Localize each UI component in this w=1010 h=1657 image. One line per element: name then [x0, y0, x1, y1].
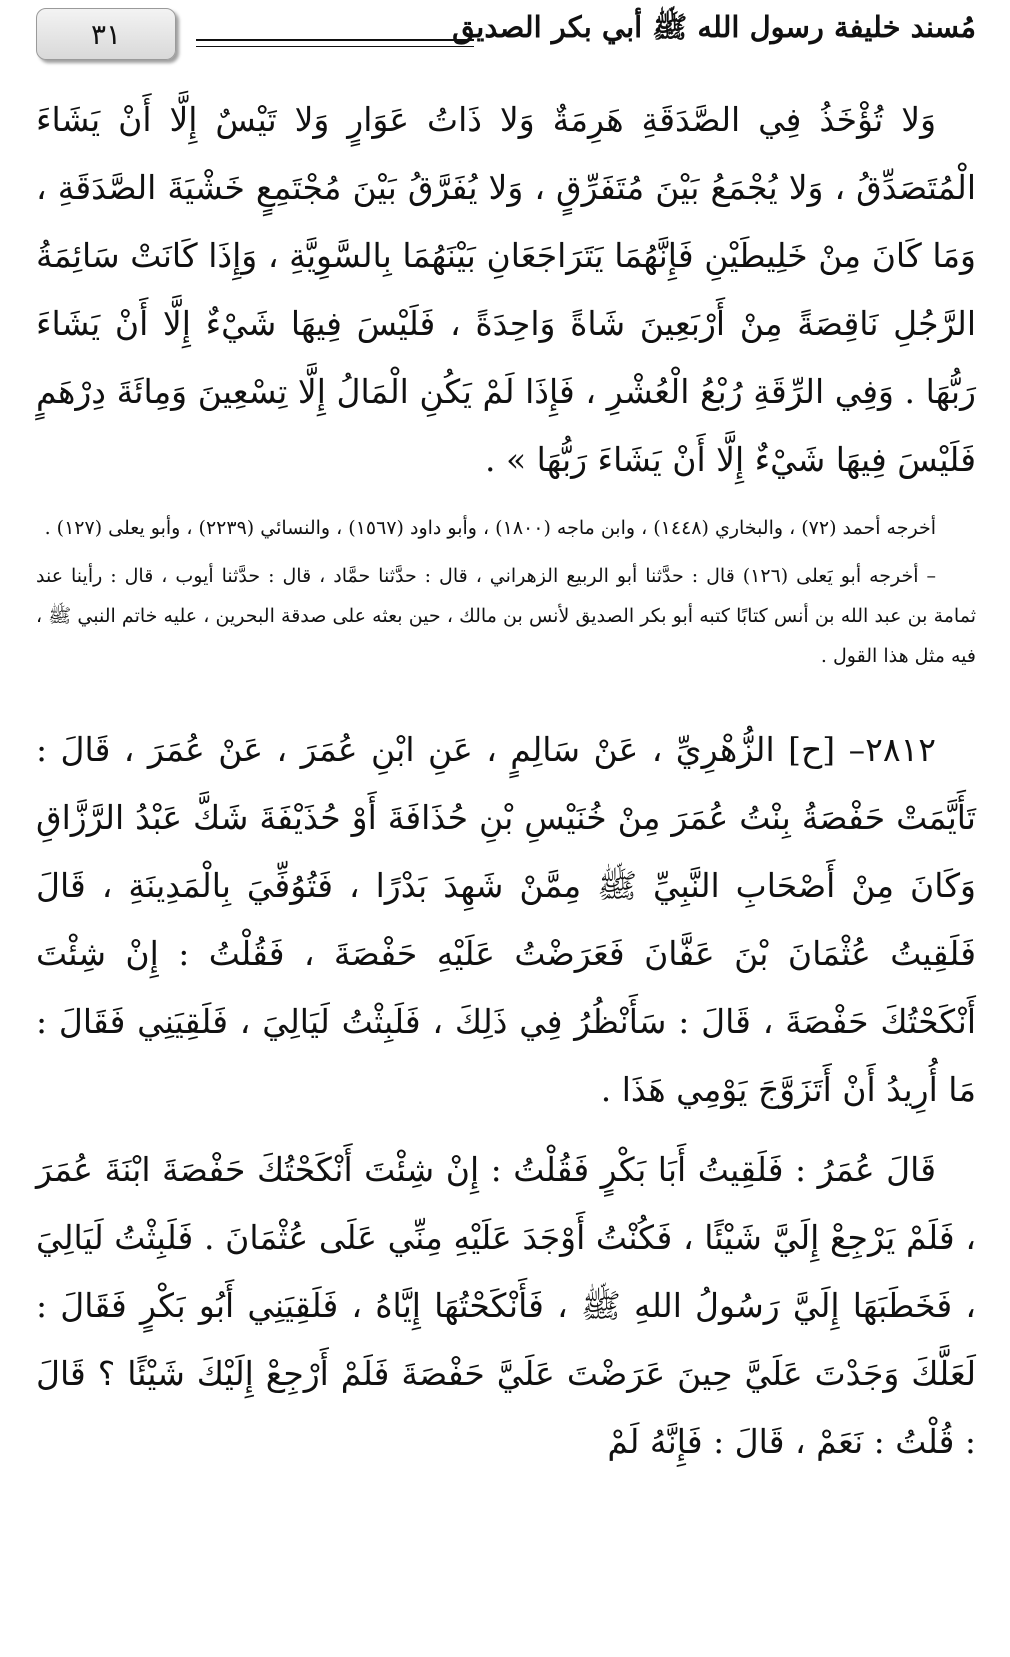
page-header — [36, 8, 976, 64]
page-number: ٣١ — [36, 8, 176, 60]
takhrij-footnote: أخرجه أحمد (٧٢) ، والبخاري (١٤٤٨) ، وابن ماجه (١٨٠٠) ، وأبو داود (١٥٦٧) ، والنسائي (٢٢٣٩) ، وأبو يعلى (١٢٧) . — [44, 517, 936, 539]
hadith-2812-continuation-paragraph: قَالَ عُمَرُ : فَلَقِيتُ أَبَا بَكْرٍ فَقُلْتُ : إِنْ شِئْتَ أَنْكَحْتُكَ حَفْصَةَ ابْنَةَ عُمَرَ ، فَلَمْ يَرْجِعْ إِلَيَّ شَيْئًا ، فَكُنْتُ أَوْجَدَ عَلَيْهِ مِنِّي عَلَى عُثْمَانَ . فَلَبِثْتُ لَيَالِيَ ، فَخَطَبَهَا إِلَيَّ رَسُولُ اللهِ ﷺ ، فَأَنْكَحْتُهَا إِيَّاهُ ، فَلَقِيَنِي أَبُو بَكْرٍ فَقَالَ : لَعَلَّكَ وَجَدْتَ عَلَيَّ حِينَ عَرَضْتَ عَلَيَّ حَفْصَةَ فَلَمْ أَرْجِعْ إِلَيْكَ شَيْئًا ؟ قَالَ : قُلْتُ : نَعَمْ ، قَالَ : فَإِنَّهُ لَمْ — [36, 1150, 976, 1461]
hadith-continuation-paragraph: وَلا تُؤْخَذُ فِي الصَّدَقَةِ هَرِمَةٌ وَلا ذَاتُ عَوَارٍ وَلا تَيْسٌ إِلَّا أَنْ يَشَاءَ الْمُتَصَدِّقُ ، وَلا يُجْمَعُ بَيْنَ مُتَفَرِّقٍ ، وَلا يُفَرَّقُ بَيْنَ مُجْتَمِعٍ خَشْيَةَ الصَّدَقَةِ ، وَمَا كَانَ مِنْ خَلِيطَيْنِ فَإِنَّهُمَا يَتَرَاجَعَانِ بَيْنَهُمَا بِالسَّوِيَّةِ ، وَإِذَا كَانَتْ سَائِمَةُ الرَّجُلِ نَاقِصَةً مِنْ أَرْبَعِينَ شَاةً وَاحِدَةً ، فَلَيْسَ فِيهَا شَيْءٌ إِلَّا أَنْ يَشَاءَ رَبُّهَا . وَفِي الرِّقَةِ رُبْعُ الْعُشْرِ ، فَإِذَا لَمْ يَكُنِ الْمَالُ إِلَّا تِسْعِينَ وَمِائَةَ دِرْهَمٍ فَلَيْسَ فِيهَا شَيْءٌ إِلَّا أَنْ يَشَاءَ رَبُّهَا » . — [36, 100, 976, 479]
takhrij-footnote-abu-yala: – أخرجه أبو يَعلى (١٢٦) قال : حدَّثنا أبو الربيع الزهراني ، قال : حدَّثنا حمَّاد ، قال : حدَّثنا أيوب ، قال : رأينا عند ثمامة بن عبد الله بن أنس كتابًا كتبه أبو بكر الصديق لأنس بن مالك ، حين بعثه على صدقة البحرين ، عليه خاتم النبي ﷺ ، فيه مثل هذا القول . — [36, 565, 976, 667]
running-header-title: مُسند خليفة رسول الله ﷺ أبي بكر الصديق — [452, 10, 976, 44]
header-divider-rule — [196, 39, 474, 41]
page-content — [36, 86, 976, 1476]
hadith-2812-paragraph: ٢٨١٢– [ح] الزُّهْرِيِّ ، عَنْ سَالِمٍ ، عَنِ ابْنِ عُمَرَ ، عَنْ عُمَرَ ، قَالَ : تَأَيَّمَتْ حَفْصَةُ بِنْتُ عُمَرَ مِنْ خُنَيْسِ بْنِ حُذَافَةَ أَوْ حُذَيْفَةَ شَكَّ عَبْدُ الرَّزَّاقِ وَكَانَ مِنْ أَصْحَابِ النَّبِيِّ ﷺ مِمَّنْ شَهِدَ بَدْرًا ، فَتُوُفِّيَ بِالْمَدِينَةِ ، قَالَ فَلَقِيتُ عُثْمَانَ بْنَ عَفَّانَ فَعَرَضْتُ عَلَيْهِ حَفْصَةَ ، فَقُلْتُ : إِنْ شِئْتَ أَنْكَحْتُكَ حَفْصَةَ ، قَالَ : سَأَنْظُرُ فِي ذَلِكَ ، فَلَبِثْتُ لَيَالِيَ ، فَلَقِيَنِي فَقَالَ : مَا أُرِيدُ أَنْ أَتَزَوَّجَ يَوْمِي هَذَا . — [36, 730, 976, 1109]
